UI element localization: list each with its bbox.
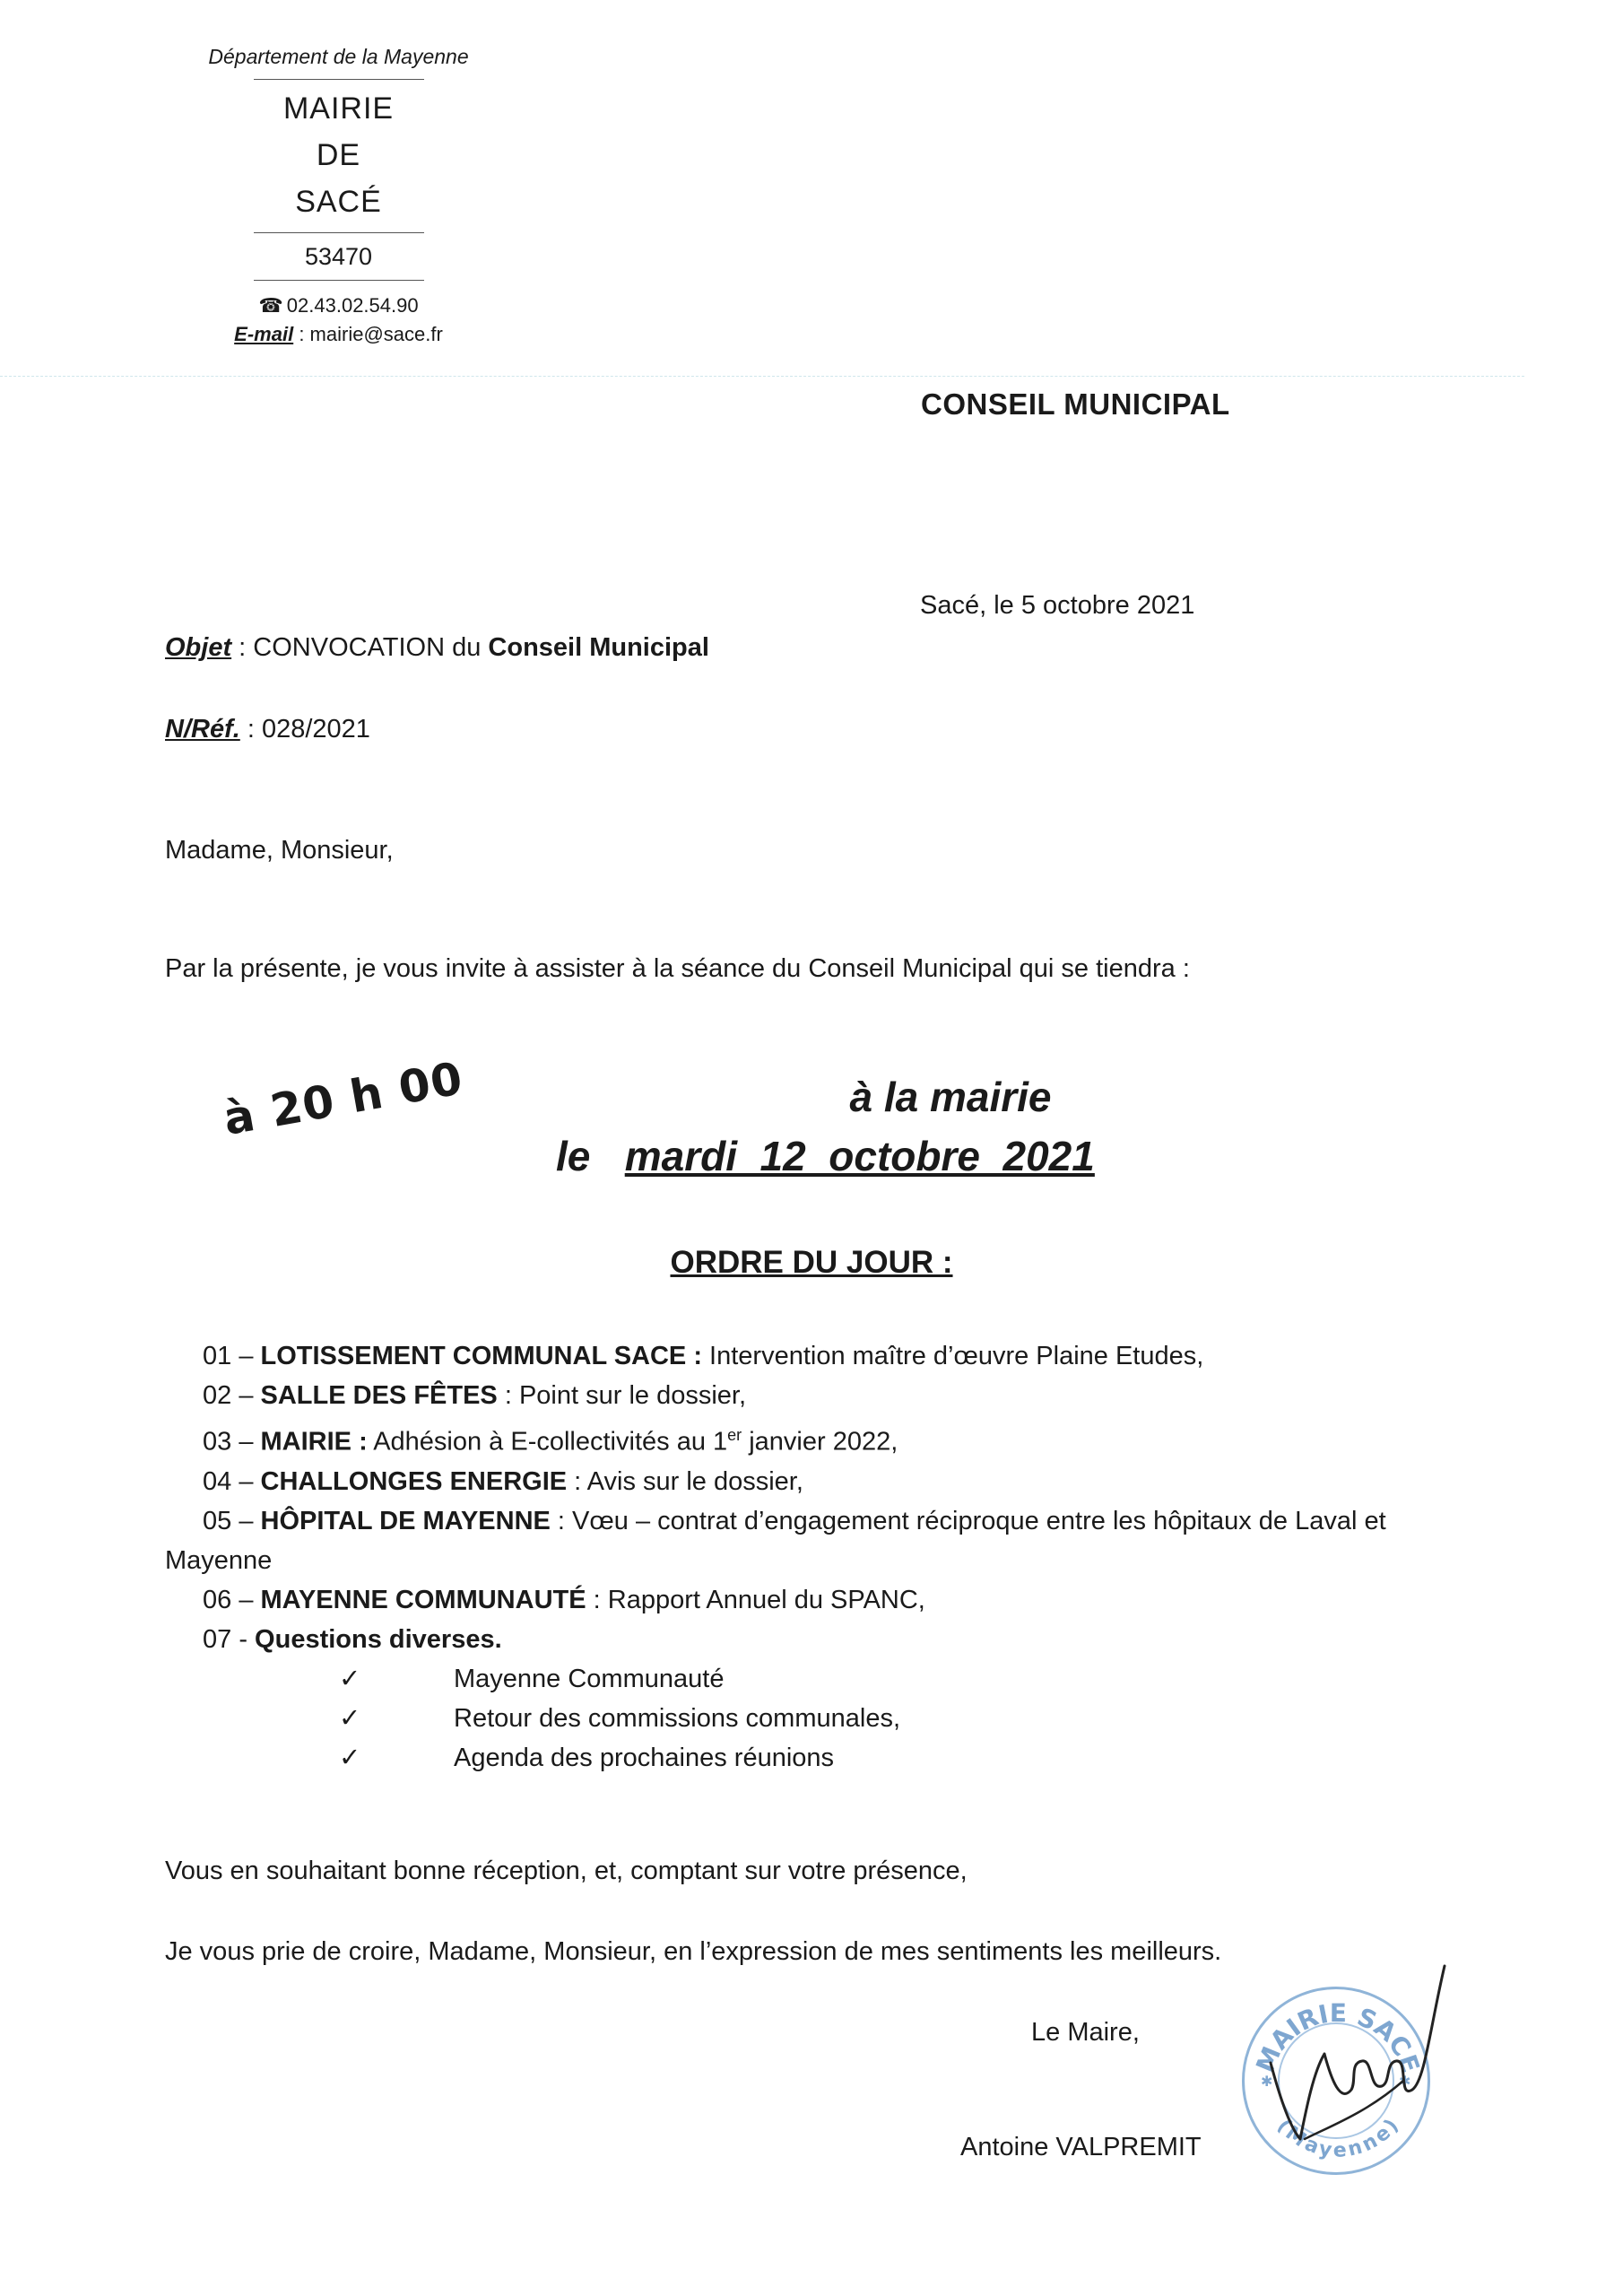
agenda-number: 03 – bbox=[203, 1427, 254, 1457]
agenda-continuation: Mayenne bbox=[165, 1545, 273, 1575]
divider bbox=[254, 280, 424, 281]
seal-bottom-text: (Mayenne) bbox=[1272, 2115, 1403, 2162]
signatory-title: Le Maire, bbox=[1031, 2018, 1140, 2047]
checkmark-icon: ✓ bbox=[339, 1743, 361, 1772]
email-address: mairie@sace.fr bbox=[309, 323, 443, 345]
checkmark-icon: ✓ bbox=[339, 1664, 361, 1693]
meeting-time-stamp: à 20 h 00 bbox=[220, 1052, 467, 1146]
checkmark-icon: ✓ bbox=[339, 1703, 361, 1733]
objet-line bbox=[165, 633, 709, 663]
sub-item bbox=[165, 1699, 1564, 1738]
agenda-number: 01 – bbox=[203, 1342, 254, 1370]
agenda-text: : Avis sur le dossier, bbox=[567, 1466, 803, 1496]
agenda-text: : Point sur le dossier, bbox=[497, 1381, 747, 1410]
agenda-heading: MAYENNE COMMUNAUTÉ bbox=[260, 1585, 586, 1614]
objet-separator: : bbox=[231, 633, 254, 662]
meeting-date-line bbox=[556, 1132, 1095, 1180]
sub-item bbox=[165, 1738, 1564, 1778]
email-line bbox=[197, 320, 480, 349]
phone-line bbox=[197, 291, 480, 320]
signatory-name: Antoine VALPREMIT bbox=[960, 2133, 1202, 2161]
svg-text:✱: ✱ bbox=[1261, 2073, 1273, 2090]
reference-separator: : bbox=[239, 715, 262, 744]
agenda-number: 02 – bbox=[203, 1381, 254, 1410]
postcode: 53470 bbox=[304, 243, 373, 270]
reference-line bbox=[165, 715, 370, 744]
agenda-superscript: er bbox=[727, 1426, 742, 1444]
agenda-text: Adhésion à E-collectivités au 1 bbox=[367, 1427, 728, 1457]
agenda-number: 04 – bbox=[203, 1466, 254, 1496]
sub-item-text: Mayenne Communauté bbox=[454, 1664, 725, 1693]
agenda-item bbox=[165, 1415, 1564, 1462]
agenda-number: 07 - bbox=[203, 1624, 247, 1654]
agenda-text: : Vœu – contrat d’engagement réciproque entre les hôpitaux de Laval et bbox=[550, 1506, 1386, 1535]
agenda-heading: HÔPITAL DE MAYENNE bbox=[260, 1506, 551, 1535]
invitation-text: Par la présente, je vous invite à assister à la séance du Conseil Municipal qui se tiendra : bbox=[165, 954, 1190, 983]
salutation: Madame, Monsieur, bbox=[165, 836, 394, 865]
letterhead bbox=[197, 43, 480, 349]
agenda-item bbox=[165, 1376, 1564, 1415]
agenda-item bbox=[165, 1462, 1564, 1501]
agenda-heading: Questions diverses. bbox=[255, 1624, 502, 1654]
sub-item bbox=[165, 1659, 1564, 1699]
mairie-name bbox=[197, 85, 480, 225]
department-name: Département de la Mayenne bbox=[208, 45, 469, 68]
agenda-heading: SALLE DES FÊTES bbox=[260, 1381, 498, 1410]
sub-item-text: Retour des commissions communales, bbox=[454, 1703, 901, 1733]
document-title: CONSEIL MUNICIPAL bbox=[921, 387, 1230, 421]
email-separator: : bbox=[293, 323, 310, 345]
closing-line-1: Vous en souhaitant bonne réception, et, comptant sur votre présence, bbox=[165, 1857, 968, 1885]
meeting-date: mardi 12 octobre 2021 bbox=[624, 1133, 1095, 1179]
closing-line-2: Je vous prie de croire, Madame, Monsieur, en l’expression de mes sentiments les meilleurs. bbox=[165, 1937, 1222, 1966]
divider bbox=[254, 79, 424, 80]
agenda-list bbox=[165, 1336, 1564, 1778]
phone-number: 02.43.02.54.90 bbox=[286, 294, 419, 317]
place-date: Sacé, le 5 octobre 2021 bbox=[920, 591, 1195, 620]
meeting-place: à la mairie bbox=[849, 1074, 1052, 1120]
objet-label: Objet bbox=[165, 633, 232, 662]
agenda-heading: CHALLONGES ENERGIE bbox=[260, 1466, 568, 1496]
agenda-heading: MAIRIE : bbox=[260, 1427, 368, 1457]
email-label: E-mail bbox=[234, 323, 294, 345]
reference-value: 028/2021 bbox=[261, 715, 370, 744]
objet-bold: Conseil Municipal bbox=[488, 633, 709, 662]
divider bbox=[254, 232, 424, 233]
mairie-line: DE bbox=[316, 138, 361, 172]
fold-line bbox=[0, 376, 1524, 377]
agenda-item bbox=[165, 1580, 1564, 1620]
agenda-number: 05 – bbox=[203, 1506, 254, 1535]
agenda-title bbox=[0, 1245, 1623, 1281]
svg-text:✱: ✱ bbox=[1399, 2073, 1411, 2090]
sub-item-text: Agenda des prochaines réunions bbox=[454, 1743, 835, 1772]
reference-label: N/Réf. bbox=[165, 715, 240, 744]
agenda-title-text: ORDRE DU JOUR : bbox=[670, 1245, 953, 1280]
agenda-heading: LOTISSEMENT COMMUNAL SACE : bbox=[260, 1342, 702, 1370]
agenda-item bbox=[165, 1501, 1564, 1541]
mairie-line: SACÉ bbox=[295, 185, 382, 219]
seal-top-text: MAIRIE SACE bbox=[1250, 1997, 1426, 2077]
agenda-item bbox=[165, 1336, 1564, 1376]
objet-text: CONVOCATION du bbox=[253, 633, 489, 662]
meeting-date-prefix: le bbox=[556, 1133, 591, 1179]
mairie-line: MAIRIE bbox=[282, 91, 395, 126]
mayor-signature bbox=[1251, 1955, 1457, 2170]
agenda-text: : Rapport Annuel du SPANC, bbox=[586, 1585, 925, 1614]
agenda-number: 06 – bbox=[203, 1585, 254, 1614]
agenda-text: Intervention maître d’œuvre Plaine Etudes, bbox=[701, 1342, 1204, 1370]
agenda-text-end: janvier 2022, bbox=[742, 1427, 898, 1457]
agenda-item bbox=[165, 1620, 1564, 1659]
telephone-icon: ☎ bbox=[258, 294, 283, 317]
